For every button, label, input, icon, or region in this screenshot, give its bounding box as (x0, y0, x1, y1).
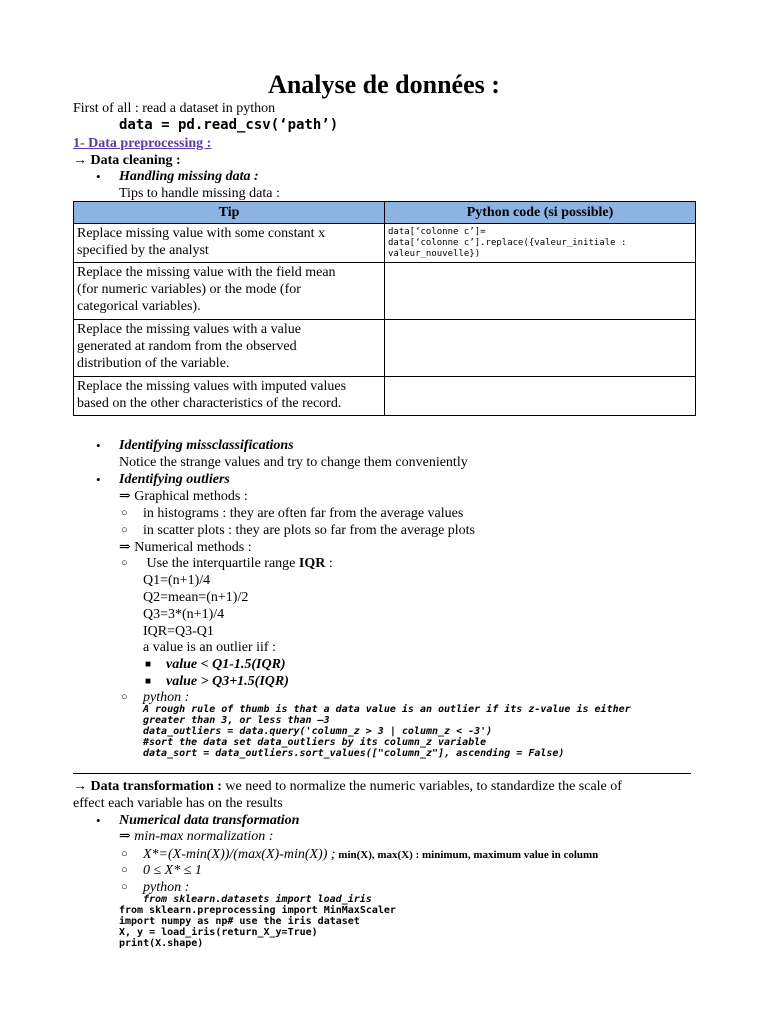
data-transformation-text: effect each variable has on the results (73, 796, 283, 811)
numerical-methods-label: Numerical methods : (134, 540, 252, 555)
minmax-range: 0 ≤ X* ≤ 1 (143, 863, 202, 878)
formula-q3: Q3=3*(n+1)/4 (143, 607, 225, 622)
transformation-code-line: from sklearn.datasets import load_iris (143, 894, 372, 905)
implies-icon: ⇒ (119, 489, 131, 504)
table-header-tip: Tip (74, 202, 385, 224)
transformation-code-line: X, y = load_iris(return_X_y=True) (119, 927, 318, 938)
table-cell-code (385, 377, 696, 416)
intro-text: First of all : read a dataset in python (73, 101, 276, 116)
graphical-methods-line (119, 488, 248, 505)
circle-bullet-icon: ○ (121, 691, 128, 703)
circle-bullet-icon: ○ (121, 848, 128, 860)
outlier-iif: a value is an outlier iif : (143, 640, 276, 655)
formula-iqr: IQR=Q3-Q1 (143, 624, 214, 639)
numerical-transformation-heading: Numerical data transformation (119, 813, 300, 828)
outliers-code-line: data_outliers = data.query('column_z > 3 | column_z < -3') (143, 726, 493, 737)
graph-item-scatter: in scatter plots : they are plots so far from the average plots (143, 523, 476, 538)
table-cell-code (385, 320, 696, 377)
table-cell-tip: Replace missing value with some constant x specified by the analyst (74, 224, 385, 263)
outliers-code-line: greater than 3, or less than –3 (143, 715, 330, 726)
implies-icon: ⇒ (119, 829, 131, 844)
numerical-methods-line (119, 539, 252, 556)
table-cell-code: data[‘colonne c’]= data[‘colonne c’].replace({valeur_initiale : valeur_nouvelle}) (385, 224, 696, 263)
table-header-python-code: Python code (si possible) (385, 202, 696, 224)
circle-bullet-icon: ○ (121, 524, 128, 536)
missing-data-table (73, 201, 696, 416)
transformation-code-line: import numpy as np# use the iris dataset (119, 916, 360, 927)
iqr-line: Use the interquartile range IQR : (143, 556, 333, 571)
square-bullet-icon: ■ (145, 676, 152, 687)
data-transformation-heading: Data transformation : (90, 779, 222, 794)
page-title: Analyse de données : (268, 70, 500, 99)
minmax-formula-line (143, 846, 598, 864)
table-cell-tip: Replace the missing values with a value generated at random from the observed distribution of the variable. (74, 320, 385, 377)
condition-lower: value < Q1-1.5(IQR) (166, 657, 286, 672)
circle-bullet-icon: ○ (121, 557, 128, 569)
bullet-icon: • (96, 472, 101, 487)
read-csv-code: data = pd.read_csv(‘path’) (119, 117, 339, 133)
data-cleaning-line (73, 152, 181, 169)
graphical-methods-label: Graphical methods : (134, 489, 248, 504)
outliers-code-line: data_sort = data_outliers.sort_values(["column_z"], ascending = False) (143, 748, 565, 759)
tips-intro: Tips to handle missing data : (119, 186, 280, 201)
bullet-icon: • (96, 438, 101, 453)
minmax-line (119, 828, 273, 845)
bullet-icon: • (96, 169, 101, 184)
formula-q2: Q2=mean=(n+1)/2 (143, 590, 249, 605)
section-data-preprocessing: 1- Data preprocessing : (73, 136, 212, 151)
transformation-python-label: python : (143, 880, 190, 895)
bullet-icon: • (96, 813, 101, 828)
circle-bullet-icon: ○ (121, 507, 128, 519)
arrow-icon: → (73, 153, 87, 168)
missclassification-heading: Identifying missclassifications (119, 438, 294, 453)
table-cell-code (385, 263, 696, 320)
data-cleaning-heading: Data cleaning : (90, 153, 181, 168)
minmax-formula-note: min(X), max(X) : minimum, maximum value in column (335, 849, 599, 861)
condition-upper: value > Q3+1.5(IQR) (166, 674, 289, 689)
square-bullet-icon: ■ (145, 659, 152, 670)
graph-item-histograms: in histograms : they are often far from the average values (143, 506, 464, 521)
section-divider (73, 773, 691, 774)
outliers-code-line: #sort the data set data_outliers by its column_z variable (143, 737, 487, 748)
handling-missing-heading: Handling missing data : (119, 169, 259, 184)
data-transformation-line: → Data transformation : we need to normalize the numeric variables, to standardize the scale of (73, 779, 622, 794)
table-cell-tip: Replace the missing value with the field mean (for numeric variables) or the mode (for categorical variables). (74, 263, 385, 320)
table-cell-tip: Replace the missing values with imputed values based on the other characteristics of the record. (74, 377, 385, 416)
outliers-code-line: A rough rule of thumb is that a data value is an outlier if its z-value is either (143, 704, 631, 715)
minmax-formula: X*=(X-min(X))/(max(X)-min(X)) ; (143, 847, 336, 862)
outliers-python-label: python : (143, 690, 190, 705)
missclassification-text: Notice the strange values and try to change them conveniently (119, 455, 468, 470)
table-header-row (74, 202, 696, 224)
transformation-code-line: print(X.shape) (119, 938, 204, 949)
table-row (74, 263, 696, 320)
implies-icon: ⇒ (119, 540, 131, 555)
circle-bullet-icon: ○ (121, 864, 128, 876)
table-row (74, 377, 696, 416)
arrow-icon: → (73, 779, 87, 794)
table-row (74, 224, 696, 263)
minmax-label: min-max normalization : (134, 829, 274, 844)
formula-q1: Q1=(n+1)/4 (143, 573, 211, 588)
circle-bullet-icon: ○ (121, 881, 128, 893)
transformation-code-line: from sklearn.preprocessing import MinMaxScaler (119, 905, 396, 916)
table-row (74, 320, 696, 377)
outliers-heading: Identifying outliers (119, 472, 230, 487)
